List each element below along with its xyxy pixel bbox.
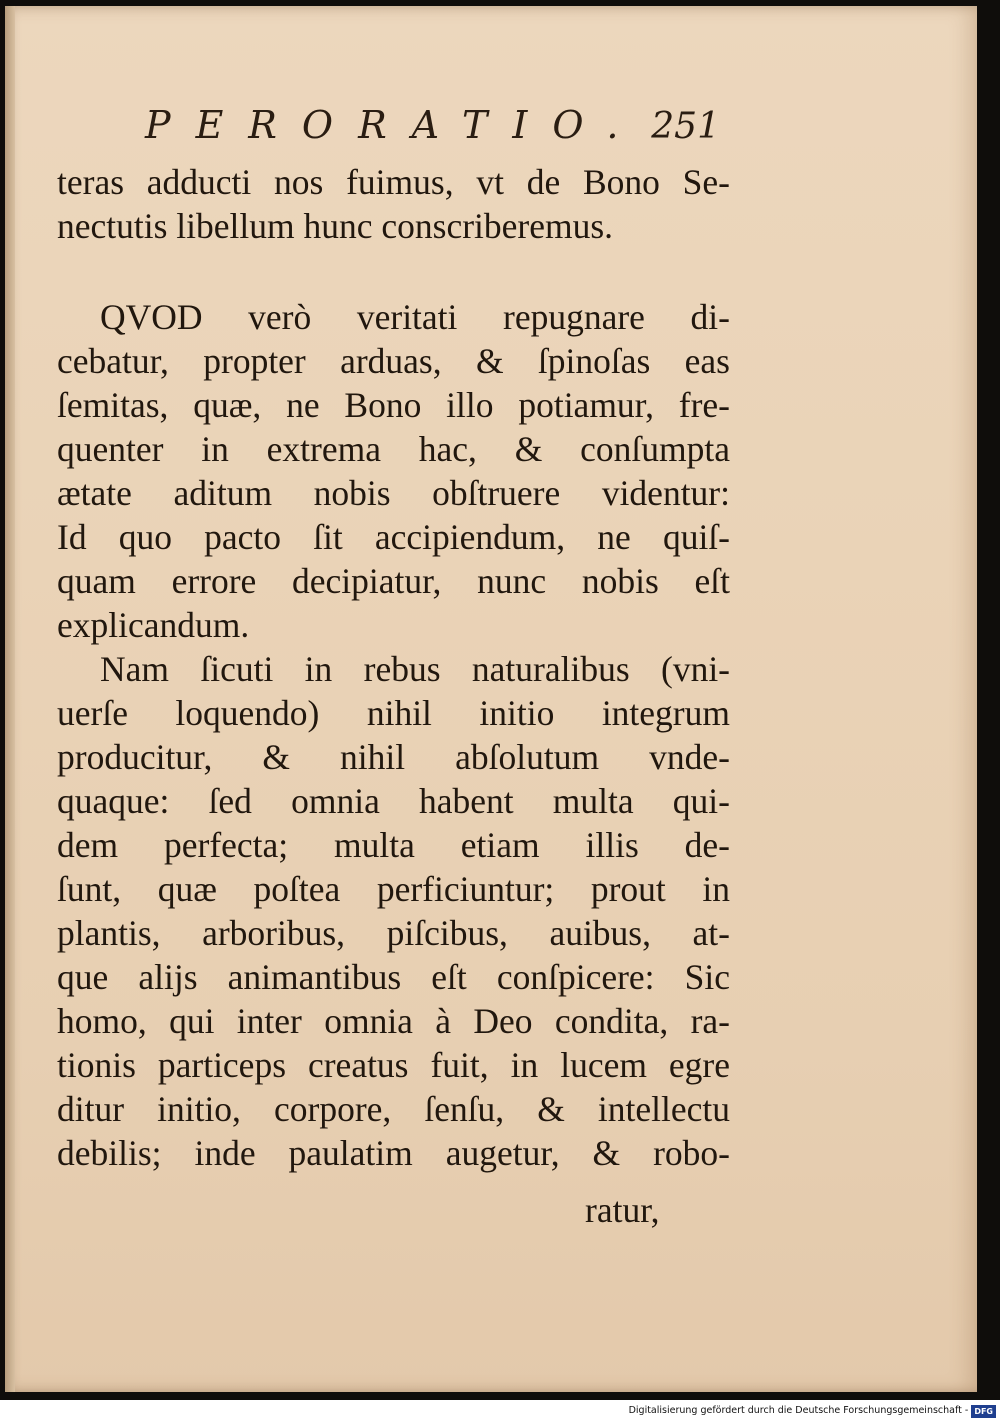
page-number: 251 [651,106,720,147]
running-head-title: PERORATIO. [145,103,644,147]
text-line: explicandum. [57,605,250,645]
text-line: ditur initio, corpore, ſenſu, & intellectu [57,1089,730,1129]
text-line: ætate aditum nobis obſtruere videntur: [57,473,730,513]
text-line: ſemitas, quæ, ne Bono illo potiamur, fre- [57,385,730,425]
text-line: Id quo pacto ſit accipiendum, ne quiſ- [57,517,730,557]
text-line: plantis, arboribus, piſcibus, auibus, at- [57,913,730,953]
text-line: homo, qui inter omnia à Deo condita, ra- [57,1001,730,1041]
paragraph-gap [57,248,730,295]
running-head [145,100,720,150]
text-line: que alijs animantibus eſt conſpicere: Sic [57,957,730,997]
text-line: quaque: ſed omnia habent multa qui- [57,781,730,821]
text-line: quam errore decipiatur, nunc nobis eſt [57,561,730,601]
text-line: teras adducti nos fuimus, vt de Bono Se- [57,162,730,202]
dfg-logo: DFG [971,1405,996,1418]
text-line: nectutis libellum hunc conscriberemus. [57,206,614,246]
page-gutter-edge [5,6,15,1392]
body-text [57,160,730,1175]
catchword: ratur, [585,1190,660,1230]
text-line: uerſe loquendo) nihil initio integrum [57,693,730,733]
text-line: ſunt, quæ poſtea perficiuntur; prout in [57,869,730,909]
text-line: Nam ſicuti in rebus naturalibus (vni- [100,649,730,689]
funding-credit: Digitalisierung gefördert durch die Deutsche Forschungsgemeinschaft - [628,1405,969,1416]
text-line: tionis particeps creatus fuit, in lucem egre [57,1045,730,1085]
text-line: dem perfecta; multa etiam illis de- [57,825,730,865]
text-line: debilis; inde paulatim augetur, & robo- [57,1133,730,1173]
text-line: QVOD verò veritati repugnare di- [100,297,730,337]
text-line: cebatur, propter arduas, & ſpinoſas eas [57,341,730,381]
text-line: quenter in extrema hac, & conſumpta [57,429,730,469]
text-line: producitur, & nihil abſolutum vnde- [57,737,730,777]
digitization-footer [629,1404,996,1418]
